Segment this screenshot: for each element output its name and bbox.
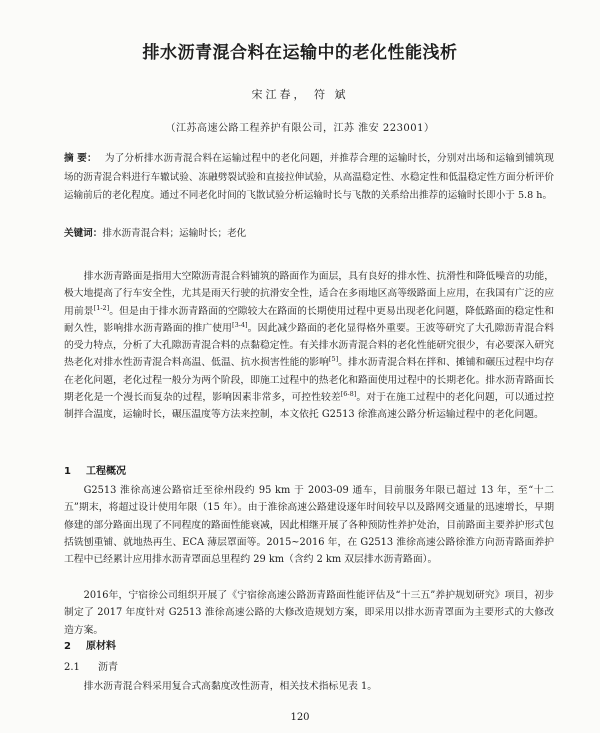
keywords-label: 关键词： (64, 228, 103, 239)
section-heading-1 (64, 462, 126, 477)
intro-paragraph (64, 268, 554, 424)
intro-text-a: 排水沥青路面是指用大空隙沥青混合料铺筑的路面作为面层，具有良好的排水性、抗滑性和降低噪音的功能，极大地提高了行车安全性，尤其是雨天行驶的抗滑安全性，适合在多雨地区高等级路面上应用，在我国有广泛的应用前景 (64, 271, 554, 317)
citation-1-2: [1-2] (93, 303, 110, 312)
paper-title: 排水沥青混合料在运输中的老化性能浅析 (142, 43, 458, 63)
paper-affiliation: （江苏高速公路工程养护有限公司，江苏 淮安 223001） (165, 123, 435, 134)
citation-6-8: [6-8] (340, 390, 357, 399)
keywords-text: 排水沥青混合料；运输时长；老化 (102, 228, 247, 239)
project-paragraph-1: G2513 淮徐高速公路宿迁至徐州段约 95 km 于 2003-09 通车，目前服务年限已超过 13 年，至“十二五”期末，将超过设计使用年限（15 年）。由于淮徐高速公路建设逐年时间较早以及路网交通量的迅速增长，早期修建的部分路面出现了不同程度的路面性能衰减，因此相继开展了各种预防性养护处治，目前路面主要养护形式包括铣刨重铺、就地热再生、ECA 薄层罩面等。2015~2016 年，在 G2513 淮徐高速公路徐淮方向沥青路面养护工程中已经累计应用排水沥青罩面总里程约 29 km（含约 2 km 双层排水沥青路面）。 (64, 485, 554, 566)
abstract-text: 为了分析排水沥青混合料在运输过程中的老化问题，并推荐合理的运输时长，分别对出场和运输到铺筑现场的沥青混合料进行车辙试验、冻融劈裂试验和直接拉伸试验，从高温稳定性、水稳定性和低温稳定性方面分析评价运输前后的老化程度。通过不同老化时间的飞散试验分析运输时长与飞散的关系给出推荐的运输时长即小于 5.8 h。 (64, 153, 555, 202)
subsection-title: 沥青 (98, 662, 118, 673)
abstract-label: 摘 要： (64, 153, 97, 164)
intro-text-b: 。但是由于排水沥青路面的空隙较大在路面的长期使用过程中更易出现老化问题，降低路面的稳定性和耐久性，影响排水沥青路面的推广使用 (64, 305, 555, 334)
citation-3-4: [3-4] (232, 320, 248, 329)
section-number: 2 (64, 641, 71, 652)
paper-authors: 宋江春， 符 斌 (251, 88, 349, 101)
section-title: 原材料 (86, 641, 116, 652)
section-heading-2 (64, 637, 116, 652)
keywords (64, 225, 554, 243)
intro-text-c: 。因此减少路面的老化显得格外重要。王波等研究了大孔隙沥青混合料的受力特点，分析了大孔隙沥青混合料的点黏稳定性。有关排水沥青混合料的老化性能研究很少，有必要深入研究热老化对排水性沥青混合料高温、低温、抗水损害性能的影响 (64, 322, 555, 369)
abstract (64, 150, 554, 206)
intro-text-d: 。排水沥青混合料在拌和、摊铺和碾压过程中均存在老化问题，老化过程一般分为两个阶段，即施工过程中的热老化和路面使用过程中的长期老化。排水沥青路面长期老化是一个漫长而复杂的过程，影响因素非常多，可控性较差 (64, 357, 555, 404)
section-title: 工程概况 (86, 466, 126, 477)
subsection-heading-2-1 (64, 658, 118, 673)
subsection-number: 2.1 (64, 662, 80, 673)
intro-text-e: 。对于在施工过程中的老化问题，可以通过控制拌合温度，运输时长，碾压温度等方法来控制，本文依托 G2513 徐淮高速公路分析运输过程中的老化问题。 (64, 392, 555, 421)
project-paragraph-2: 2016年，宁宿徐公司组织开展了《宁宿徐高速公路沥青路面性能评估及“十三五”养护规划研究》项目，初步制定了 2017 年度针对 G2513 淮徐高速公路的大修改造规划方案，即采用以排水沥青罩面为主要形式的大修改造方案。 (64, 590, 554, 636)
section-number: 1 (64, 466, 71, 477)
page-number: 120 (290, 712, 310, 723)
citation-5: [5] (328, 355, 339, 364)
asphalt-paragraph: 排水沥青混合料采用复合式高黏度改性沥青，相关技术指标见表 1。 (83, 681, 378, 692)
